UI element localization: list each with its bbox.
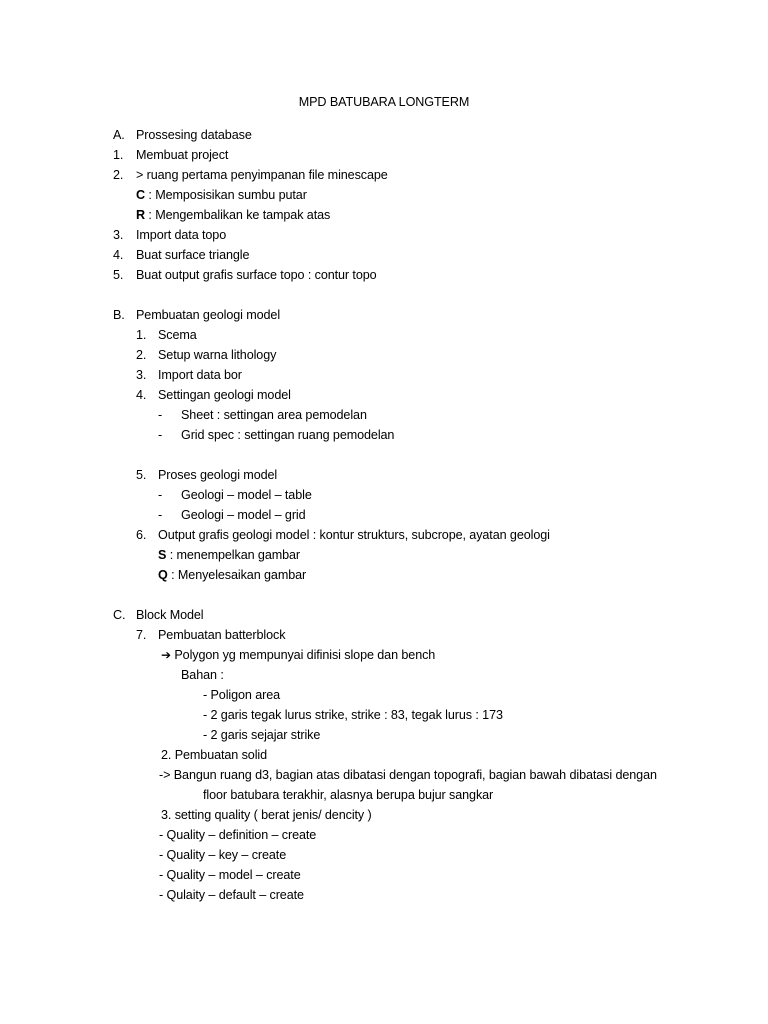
arrow-line <box>161 647 435 663</box>
list-item-text: floor batubara terakhir, alasnya berupa bujur sangkar <box>203 788 494 802</box>
list-item-number: 5. <box>113 268 124 282</box>
arrow-line-text: Polygon yg mempunyai difinisi slope dan bench <box>170 648 436 662</box>
list-item-text: Pembuatan batterblock <box>158 628 286 642</box>
list-item-text: Buat output grafis surface topo : contur topo <box>136 268 377 282</box>
list-item-number: 4. <box>136 388 147 402</box>
list-item-text: Import data topo <box>136 228 227 242</box>
sub-item-dash: - <box>158 508 163 522</box>
list-item-text: Scema <box>158 328 197 342</box>
right-arrow-icon: ➔ <box>161 648 171 662</box>
materials-label: Bahan : <box>181 668 224 682</box>
material-item: - Poligon area <box>203 688 281 702</box>
list-item-number: 1. <box>113 148 124 162</box>
list-item-text: Output grafis geologi model : kontur strukturs, subcrope, ayatan geologi <box>158 528 550 542</box>
sub-item-text: Geologi – model – table <box>181 488 312 502</box>
shortcut-key: C <box>136 188 145 202</box>
list-item-number: 7. <box>136 628 147 642</box>
shortcut-description: : Mengembalikan ke tampak atas <box>145 208 331 222</box>
list-item-number: 4. <box>113 248 124 262</box>
shortcut-key: R <box>136 208 145 222</box>
list-item-text: > ruang pertama penyimpanan file minescape <box>136 168 388 182</box>
shortcut-key: Q <box>158 568 168 582</box>
list-item-number: 6. <box>136 528 147 542</box>
sub-item-text: Sheet : settingan area pemodelan <box>181 408 367 422</box>
section-c-marker: C. <box>113 608 126 622</box>
list-item-text: -> Bangun ruang d3, bagian atas dibatasi dengan topografi, bagian bawah dibatasi dengan <box>159 768 657 782</box>
list-item-text: - Quality – key – create <box>159 848 287 862</box>
section-c-heading: Block Model <box>136 608 204 622</box>
list-item-text: - Qulaity – default – create <box>159 888 304 902</box>
list-item-number: 3. <box>136 368 147 382</box>
list-item-number: 3. <box>113 228 124 242</box>
document-title: MPD BATUBARA LONGTERM <box>298 95 470 109</box>
list-item-text: Membuat project <box>136 148 229 162</box>
section-a-marker: A. <box>113 128 125 142</box>
material-item: - 2 garis tegak lurus strike, strike : 83, tegak lurus : 173 <box>203 708 503 722</box>
list-item-text: Proses geologi model <box>158 468 278 482</box>
list-item-number: 2. <box>113 168 124 182</box>
shortcut-line <box>136 187 307 203</box>
list-item-text: 3. setting quality ( berat jenis/ dencity ) <box>161 808 372 822</box>
list-item-text: Import data bor <box>158 368 242 382</box>
list-item-number: 2. <box>136 348 147 362</box>
sub-item-text: Grid spec : settingan ruang pemodelan <box>181 428 395 442</box>
shortcut-line <box>158 547 300 563</box>
sub-item-dash: - <box>158 408 163 422</box>
list-item-text: Buat surface triangle <box>136 248 250 262</box>
shortcut-description: : Memposisikan sumbu putar <box>145 188 307 202</box>
list-item-text: 2. Pembuatan solid <box>161 748 268 762</box>
shortcut-description: : Menyelesaikan gambar <box>167 568 307 582</box>
section-b-heading: Pembuatan geologi model <box>136 308 281 322</box>
section-b-marker: B. <box>113 308 125 322</box>
list-item-text: Settingan geologi model <box>158 388 291 402</box>
list-item-number: 1. <box>136 328 147 342</box>
shortcut-description: : menempelkan gambar <box>166 548 301 562</box>
list-item-text: Setup warna lithology <box>158 348 277 362</box>
section-a-heading: Prossesing database <box>136 128 252 142</box>
sub-item-text: Geologi – model – grid <box>181 508 306 522</box>
shortcut-key: S <box>158 548 167 562</box>
sub-item-dash: - <box>158 428 163 442</box>
list-item-number: 5. <box>136 468 147 482</box>
material-item: - 2 garis sejajar strike <box>203 728 321 742</box>
sub-item-dash: - <box>158 488 163 502</box>
list-item-text: - Quality – model – create <box>159 868 301 882</box>
list-item-text: - Quality – definition – create <box>159 828 317 842</box>
shortcut-line <box>136 207 330 223</box>
shortcut-line <box>158 567 306 583</box>
